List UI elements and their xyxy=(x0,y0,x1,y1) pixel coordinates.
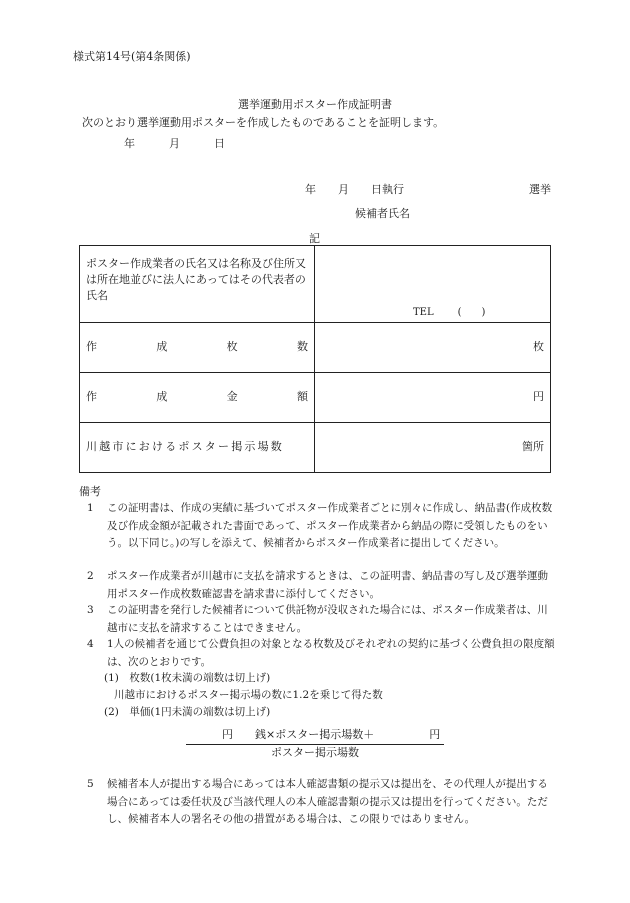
sheet-count-label: 作 成 枚 数 xyxy=(80,323,315,373)
certificate-table xyxy=(79,245,551,473)
date-month: 月 xyxy=(169,137,180,150)
tel-field: TEL ( ) xyxy=(413,306,486,318)
document-title: 選挙運動用ポスター作成証明書 xyxy=(238,98,392,111)
remark-5: 5 候補者本人が提出する場合にあっては本人確認書類の提示又は提出を、その代理人が提出する場合にあっては委任状及び当該代理人の本人確認書類の提示又は提出を行ってください。ただし、候補者本人の署名その他の措置がある場合は、この限りではありません。 xyxy=(87,778,548,825)
exec-year: 年 xyxy=(305,183,316,196)
form-number: 様式第14号(第4条関係) xyxy=(73,50,191,63)
formula-fraction-bar xyxy=(186,744,444,745)
remarks-heading: 備考 xyxy=(79,485,101,498)
remark-2: 2 ポスター作成業者が川越市に支払を請求するときは、この証明書、納品書の写し及び選挙運動用ポスター作成枚数確認書を請求書に添付してください。 xyxy=(87,570,548,600)
amount-value[interactable]: 円 xyxy=(315,373,551,423)
exec-day: 日執行 xyxy=(371,183,404,196)
producer-label: ポスター作成業者の氏名又は名称及び住所又は所在地並びに法人にあってはその代表者の氏名 xyxy=(80,246,315,323)
remark-4-item-1-detail: 川越市におけるポスター掲示場の数に1.2を乗じて得た数 xyxy=(114,689,383,701)
intro-statement: 次のとおり選挙運動用ポスターを作成したものであることを証明します。 xyxy=(82,116,445,129)
poster-board-count-label: 川越市におけるポスター掲示場数 xyxy=(80,423,315,473)
remark-3: 3 この証明書を発行した候補者について供託物が没収された場合には、ポスター作成業者は、川越市に支払を請求することはできません。 xyxy=(87,604,548,634)
issue-date xyxy=(124,137,225,152)
producer-value[interactable] xyxy=(315,246,551,323)
date-day: 日 xyxy=(214,137,225,150)
sheet-count-value[interactable]: 枚 xyxy=(315,323,551,373)
amount-label: 作 成 金 額 xyxy=(80,373,315,423)
election-label: 選挙 xyxy=(529,183,551,196)
formula-numerator: 円 銭×ポスター掲示場数＋ 円 xyxy=(222,728,441,741)
ki-heading: 記 xyxy=(309,232,320,245)
remark-4: 4 1人の候補者を通じて公費負担の対象となる枚数及びそれぞれの契約に基づく公費負担の限度額は、次のとおりです。 xyxy=(87,638,555,668)
date-year: 年 xyxy=(124,137,135,150)
poster-board-count-value[interactable]: 箇所 xyxy=(315,423,551,473)
formula-denominator: ポスター掲示場数 xyxy=(271,746,359,759)
remark-4-item-2: (2) 単価(1円未満の端数は切上げ) xyxy=(104,706,271,718)
remark-4-item-1: (1) 枚数(1枚未満の端数は切上げ) xyxy=(104,672,271,684)
remark-1: 1 この証明書は、作成の実績に基づいてポスター作成業者ごとに別々に作成し、納品書(作成枚数及び作成金額が記載された書面であって、ポスター作成業者から納品の際に受領したものをいう。以下同じ。)の写しを添えて、候補者からポスター作成業者に提出してください。 xyxy=(87,502,553,549)
exec-month: 月 xyxy=(338,183,349,196)
candidate-name-label: 候補者氏名 xyxy=(355,207,410,220)
execution-date xyxy=(305,183,404,198)
